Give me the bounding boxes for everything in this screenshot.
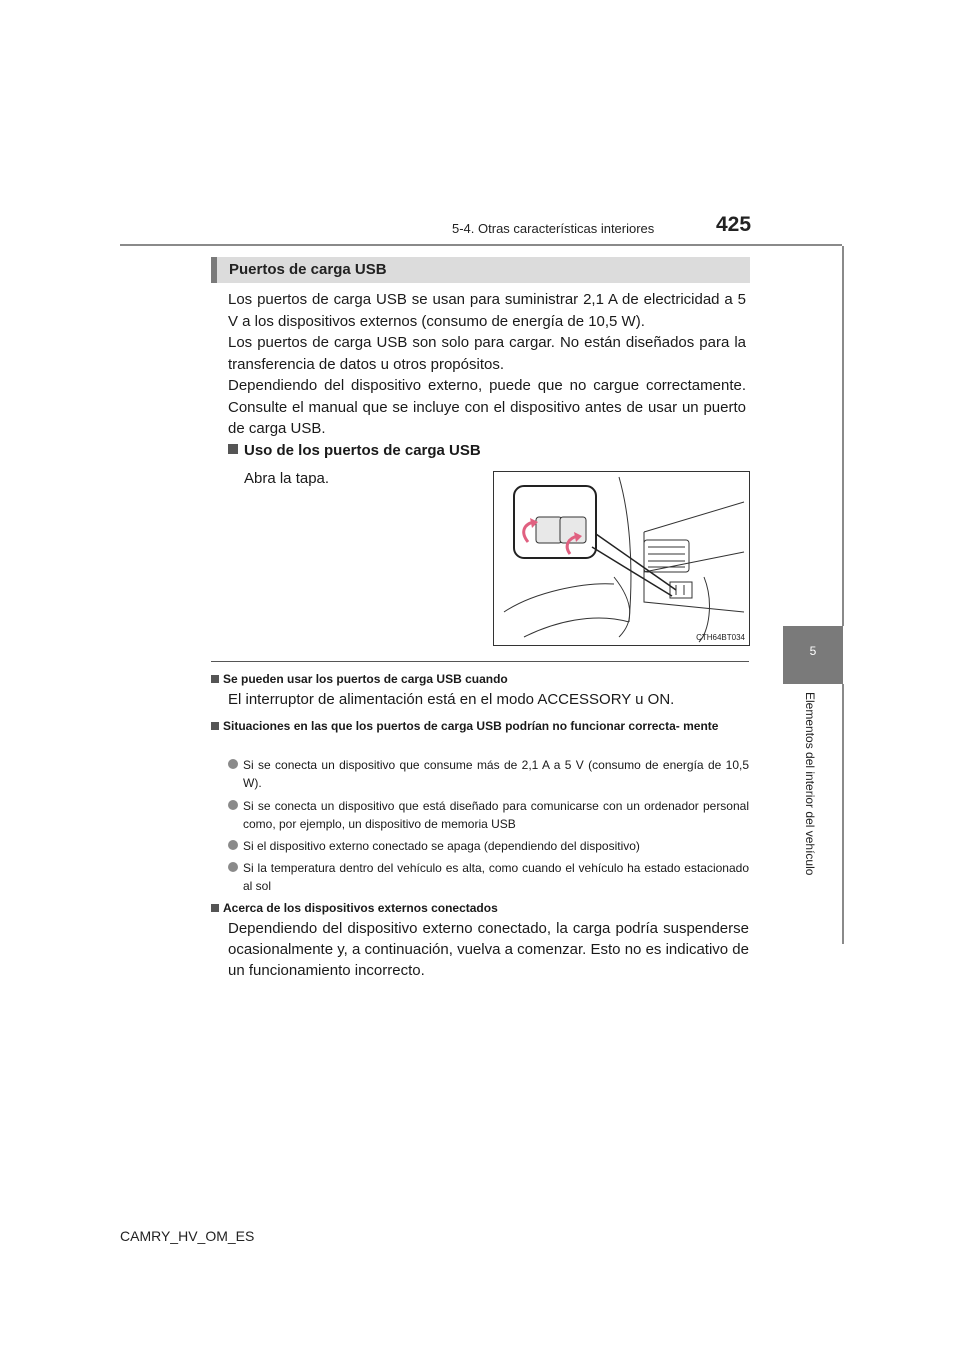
header-section-title: 5-4. Otras características interiores bbox=[452, 221, 655, 236]
section-title-bar bbox=[211, 257, 750, 283]
intro-paragraph-1: Los puertos de carga USB se usan para suministrar 2,1 A de electricidad a 5 V a los dispositivos externos (consumo de energía de 10,5 W). bbox=[228, 291, 746, 330]
side-bar-line bbox=[842, 246, 844, 626]
step-instruction: Abra la tapa. bbox=[244, 470, 330, 487]
figure-code: CTH64BT034 bbox=[696, 633, 745, 642]
bullet-text: Si la temperatura dentro del vehículo es alta, como cuando el vehículo ha estado estacionado al sol bbox=[243, 861, 749, 893]
intro-text bbox=[228, 289, 746, 440]
note-heading-2 bbox=[211, 718, 749, 735]
bullet-item bbox=[228, 859, 749, 895]
chapter-tab bbox=[783, 626, 843, 684]
note-heading-text: Se pueden usar los puertos de carga USB cuando bbox=[223, 672, 508, 686]
subheading bbox=[228, 442, 481, 459]
square-bullet-icon bbox=[211, 675, 219, 683]
note-heading-text: Situaciones en las que los puertos de carga USB podrían no funcionar correcta- mente bbox=[223, 719, 719, 733]
circle-bullet-icon bbox=[228, 862, 238, 872]
intro-paragraph-2: Los puertos de carga USB son solo para cargar. No están diseñados para la transferencia de datos u otros propósitos. bbox=[228, 334, 746, 373]
notes-divider bbox=[211, 661, 749, 662]
subheading-text: Uso de los puertos de carga USB bbox=[244, 442, 481, 459]
note-body-3: Dependiendo del dispositivo externo conectado, la carga podría suspenderse ocasionalmente y, a continuación, vuelva a comenzar. Esto no es indicativo de un funcionamiento incorrecto. bbox=[228, 920, 749, 979]
bullet-text: Si se conecta un dispositivo que consume más de 2,1 A a 5 V (consumo de energía de 10,5 W). bbox=[243, 758, 749, 790]
intro-paragraph-3: Dependiendo del dispositivo externo, puede que no cargue correctamente. Consulte el manual que se incluye con el dispositivo antes de usar un puerto de carga USB. bbox=[228, 377, 746, 437]
bullet-text: Si el dispositivo externo conectado se apaga (dependiendo del dispositivo) bbox=[243, 839, 640, 853]
header-rule bbox=[120, 244, 842, 246]
note-body-1: El interruptor de alimentación está en el modo ACCESSORY u ON. bbox=[228, 691, 675, 708]
bullet-text: Si se conecta un dispositivo que está diseñado para comunicarse con un ordenador personal como, por ejemplo, un dispositivo de memoria USB bbox=[243, 799, 749, 831]
side-bar-line-lower bbox=[842, 684, 844, 944]
note-heading-3 bbox=[211, 900, 749, 917]
page-number: 425 bbox=[716, 213, 752, 236]
usb-port-illustration bbox=[493, 471, 750, 646]
chapter-number: 5 bbox=[809, 644, 817, 658]
square-bullet-icon bbox=[228, 444, 238, 454]
chapter-label: Elementos del interior del vehículo bbox=[803, 692, 817, 876]
square-bullet-icon bbox=[211, 904, 219, 912]
note-heading-text: Acerca de los dispositivos externos conectados bbox=[223, 901, 498, 915]
usb-port-drawing bbox=[494, 472, 749, 645]
circle-bullet-icon bbox=[228, 840, 238, 850]
bullet-item bbox=[228, 756, 749, 792]
bullet-item bbox=[228, 797, 749, 833]
bullet-item bbox=[228, 837, 749, 855]
circle-bullet-icon bbox=[228, 800, 238, 810]
square-bullet-icon bbox=[211, 722, 219, 730]
circle-bullet-icon bbox=[228, 759, 238, 769]
document-code: CAMRY_HV_OM_ES bbox=[120, 1228, 255, 1244]
note-heading-1 bbox=[211, 671, 749, 688]
section-title: Puertos de carga USB bbox=[229, 261, 387, 278]
